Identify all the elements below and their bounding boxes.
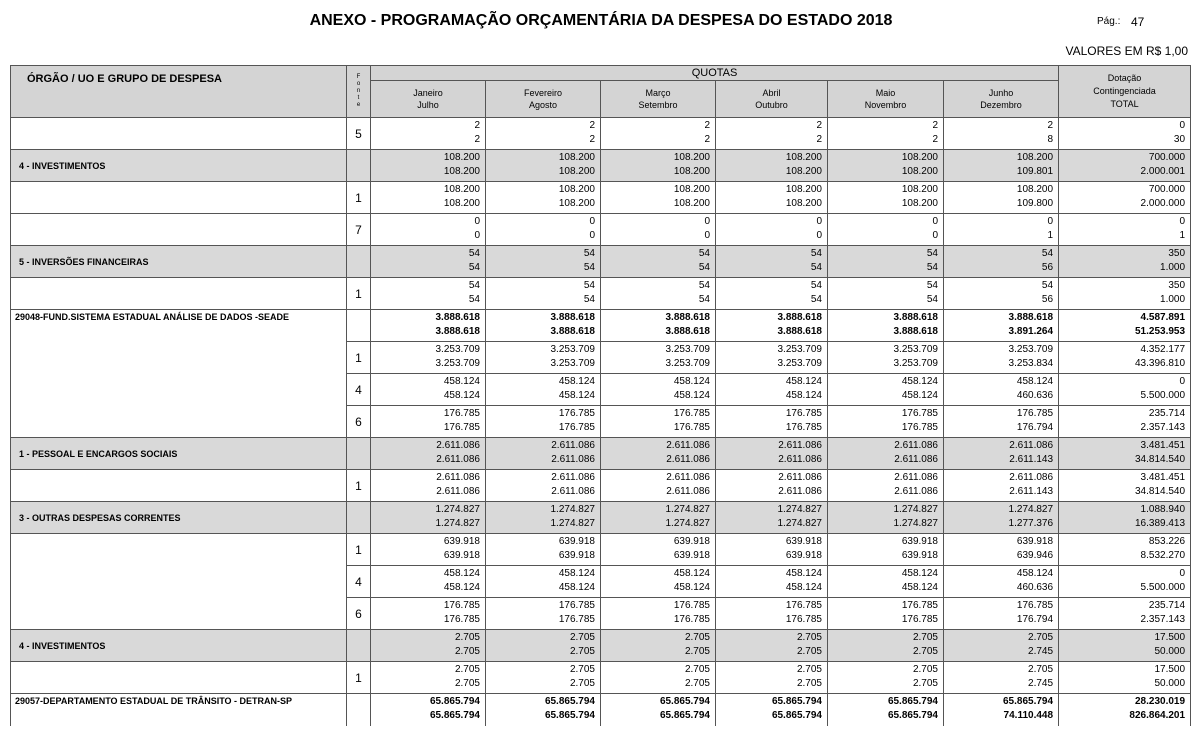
dotacao-cell: 1.088.940 16.389.413 (1059, 502, 1191, 534)
quota-cell: 2 2 (601, 118, 716, 150)
quota-cell: 2.705 2.705 (486, 662, 601, 694)
quota-cell: 54 54 (486, 278, 601, 310)
quota-cell: 1.274.827 1.274.827 (716, 502, 828, 534)
quota-cell: 54 54 (716, 246, 828, 278)
quota-cell: 3.888.618 3.888.618 (716, 310, 828, 342)
dotacao-cell: 235.714 2.357.143 (1059, 598, 1191, 630)
quota-cell: 108.200 109.800 (944, 182, 1059, 214)
quota-cell: 458.124 458.124 (601, 566, 716, 598)
row-label: 29048-FUND.SISTEMA ESTADUAL ANÁLISE DE DADOS -SEADE (11, 310, 347, 438)
table-row (11, 150, 1191, 182)
quota-cell: 2.611.086 2.611.143 (944, 438, 1059, 470)
quota-cell: 2.705 2.705 (828, 630, 944, 662)
quota-cell: 1.274.827 1.274.827 (371, 502, 486, 534)
quota-cell: 458.124 458.124 (486, 566, 601, 598)
table-row (11, 694, 1191, 727)
fonte-cell (347, 150, 371, 182)
row-label: 29057-DEPARTAMENTO ESTADUAL DE TRÂNSITO - DETRAN-SP (11, 694, 347, 727)
quota-cell: 108.200 109.801 (944, 150, 1059, 182)
quota-cell: 2.705 2.705 (601, 630, 716, 662)
quota-cell: 108.200 108.200 (601, 182, 716, 214)
quota-cell: 176.785 176.794 (944, 406, 1059, 438)
quota-cell: 0 0 (486, 214, 601, 246)
quota-cell: 2.705 2.705 (828, 662, 944, 694)
quota-cell: 176.785 176.785 (828, 406, 944, 438)
header-quotas: QUOTAS (371, 66, 1059, 81)
table-row (11, 118, 1191, 150)
dotacao-cell: 0 5.500.000 (1059, 374, 1191, 406)
row-label: 4 - INVESTIMENTOS (11, 150, 347, 182)
quota-cell: 3.253.709 3.253.834 (944, 342, 1059, 374)
row-label: 5 - INVERSÕES FINANCEIRAS (11, 246, 347, 278)
header-month-pair: Maio Novembro (828, 81, 944, 118)
quota-cell: 2.611.086 2.611.086 (828, 470, 944, 502)
row-label (11, 214, 347, 246)
quota-cell: 108.200 108.200 (828, 182, 944, 214)
quota-cell: 176.785 176.785 (716, 598, 828, 630)
header-org: ÓRGÃO / UO E GRUPO DE DESPESA (11, 66, 347, 118)
quota-cell: 2.611.086 2.611.086 (716, 470, 828, 502)
quota-cell: 2.611.086 2.611.086 (828, 438, 944, 470)
quota-cell: 2 2 (716, 118, 828, 150)
quota-cell: 458.124 458.124 (486, 374, 601, 406)
header-month-pair: Abril Outubro (716, 81, 828, 118)
quota-cell: 176.785 176.785 (371, 598, 486, 630)
table-row (11, 214, 1191, 246)
quota-cell: 54 54 (371, 278, 486, 310)
quota-cell: 108.200 108.200 (371, 150, 486, 182)
quota-cell: 2.705 2.705 (371, 630, 486, 662)
quota-cell: 639.918 639.918 (828, 534, 944, 566)
dotacao-cell: 700.000 2.000.001 (1059, 150, 1191, 182)
dotacao-cell: 235.714 2.357.143 (1059, 406, 1191, 438)
quota-cell: 458.124 458.124 (371, 374, 486, 406)
dotacao-cell: 3.481.451 34.814.540 (1059, 438, 1191, 470)
quota-cell: 108.200 108.200 (486, 150, 601, 182)
quota-cell: 65.865.794 74.110.448 (944, 694, 1059, 727)
header-dotacao: Dotação Contingenciada TOTAL (1059, 66, 1191, 118)
quota-cell: 2.611.086 2.611.086 (486, 470, 601, 502)
header-month-pair: Fevereiro Agosto (486, 81, 601, 118)
table-row (11, 278, 1191, 310)
quota-cell: 458.124 458.124 (828, 566, 944, 598)
header-month-pair: Janeiro Julho (371, 81, 486, 118)
fonte-cell: 1 (347, 470, 371, 502)
page-label: Pág.: (1097, 16, 1121, 27)
table-row (11, 438, 1191, 470)
quota-cell: 108.200 108.200 (828, 150, 944, 182)
quota-cell: 458.124 458.124 (828, 374, 944, 406)
row-label: 4 - INVESTIMENTOS (11, 630, 347, 662)
quota-cell: 1.274.827 1.274.827 (601, 502, 716, 534)
row-label (11, 118, 347, 150)
quota-cell: 3.888.618 3.891.264 (944, 310, 1059, 342)
quota-cell: 3.888.618 3.888.618 (601, 310, 716, 342)
row-label (11, 470, 347, 502)
quota-cell: 3.888.618 3.888.618 (371, 310, 486, 342)
quota-cell: 639.918 639.918 (486, 534, 601, 566)
dotacao-cell: 0 5.500.000 (1059, 566, 1191, 598)
quota-cell: 54 54 (601, 246, 716, 278)
quota-cell: 2.705 2.705 (371, 662, 486, 694)
quota-cell: 0 0 (371, 214, 486, 246)
quota-cell: 54 54 (601, 278, 716, 310)
quota-cell: 3.253.709 3.253.709 (371, 342, 486, 374)
fonte-cell (347, 502, 371, 534)
quota-cell: 2.611.086 2.611.086 (486, 438, 601, 470)
quota-cell: 108.200 108.200 (716, 182, 828, 214)
dotacao-cell: 0 30 (1059, 118, 1191, 150)
quota-cell: 2 2 (828, 118, 944, 150)
table-row (11, 310, 1191, 342)
row-label (11, 662, 347, 694)
fonte-cell: 5 (347, 118, 371, 150)
quota-cell: 3.253.709 3.253.709 (601, 342, 716, 374)
quota-cell: 65.865.794 65.865.794 (371, 694, 486, 727)
page-title: ANEXO - PROGRAMAÇÃO ORÇAMENTÁRIA DA DESPESA DO ESTADO 2018 (309, 12, 893, 29)
dotacao-cell: 4.587.891 51.253.953 (1059, 310, 1191, 342)
quota-cell: 65.865.794 65.865.794 (716, 694, 828, 727)
page-number: 47 (1131, 15, 1145, 29)
quota-cell: 0 0 (716, 214, 828, 246)
quota-cell: 0 0 (828, 214, 944, 246)
quota-cell: 108.200 108.200 (371, 182, 486, 214)
quota-cell: 2.611.086 2.611.086 (601, 470, 716, 502)
fonte-cell: 1 (347, 342, 371, 374)
table-row (11, 662, 1191, 694)
table-row (11, 534, 1191, 566)
quota-cell: 3.253.709 3.253.709 (486, 342, 601, 374)
fonte-cell: 4 (347, 374, 371, 406)
table-row (11, 246, 1191, 278)
quota-cell: 458.124 458.124 (716, 566, 828, 598)
quota-cell: 54 56 (944, 278, 1059, 310)
quota-cell: 2.705 2.745 (944, 630, 1059, 662)
quota-cell: 176.785 176.785 (601, 598, 716, 630)
quota-cell: 54 56 (944, 246, 1059, 278)
quota-cell: 108.200 108.200 (716, 150, 828, 182)
quota-cell: 458.124 460.636 (944, 374, 1059, 406)
quota-cell: 458.124 460.636 (944, 566, 1059, 598)
quota-cell: 1.274.827 1.274.827 (486, 502, 601, 534)
quota-cell: 2.611.086 2.611.143 (944, 470, 1059, 502)
dotacao-cell: 853.226 8.532.270 (1059, 534, 1191, 566)
header-fonte: F o n t e (347, 66, 371, 118)
quota-cell: 2.611.086 2.611.086 (371, 470, 486, 502)
quota-cell: 0 0 (601, 214, 716, 246)
quota-cell: 176.785 176.785 (486, 406, 601, 438)
quota-cell: 54 54 (716, 278, 828, 310)
row-label (11, 278, 347, 310)
quota-cell: 108.200 108.200 (486, 182, 601, 214)
header-month-pair: Março Setembro (601, 81, 716, 118)
header-month-pair: Junho Dezembro (944, 81, 1059, 118)
quota-cell: 639.918 639.946 (944, 534, 1059, 566)
quota-cell: 2.705 2.705 (601, 662, 716, 694)
quota-cell: 3.253.709 3.253.709 (716, 342, 828, 374)
row-label (11, 182, 347, 214)
quota-cell: 176.785 176.785 (828, 598, 944, 630)
quota-cell: 3.253.709 3.253.709 (828, 342, 944, 374)
dotacao-cell: 3.481.451 34.814.540 (1059, 470, 1191, 502)
quota-cell: 54 54 (828, 246, 944, 278)
fonte-cell (347, 694, 371, 727)
fonte-cell: 4 (347, 566, 371, 598)
quota-cell: 2.611.086 2.611.086 (601, 438, 716, 470)
quota-cell: 176.785 176.785 (716, 406, 828, 438)
dotacao-cell: 4.352.177 43.396.810 (1059, 342, 1191, 374)
fonte-cell: 1 (347, 182, 371, 214)
quota-cell: 2.705 2.705 (486, 630, 601, 662)
fonte-cell (347, 246, 371, 278)
quota-cell: 176.785 176.794 (944, 598, 1059, 630)
quota-cell: 458.124 458.124 (601, 374, 716, 406)
fonte-cell (347, 310, 371, 342)
fonte-cell: 1 (347, 662, 371, 694)
table-row (11, 470, 1191, 502)
quota-cell: 458.124 458.124 (716, 374, 828, 406)
quota-cell: 2.611.086 2.611.086 (371, 438, 486, 470)
fonte-cell: 1 (347, 534, 371, 566)
quota-cell: 2 8 (944, 118, 1059, 150)
quota-cell: 639.918 639.918 (371, 534, 486, 566)
quota-cell: 65.865.794 65.865.794 (828, 694, 944, 727)
dotacao-cell: 0 1 (1059, 214, 1191, 246)
quota-cell: 2 2 (371, 118, 486, 150)
quota-cell: 65.865.794 65.865.794 (486, 694, 601, 727)
quota-cell: 54 54 (371, 246, 486, 278)
currency-note: VALORES EM R$ 1,00 (1065, 44, 1188, 58)
quota-cell: 176.785 176.785 (601, 406, 716, 438)
quota-cell: 176.785 176.785 (486, 598, 601, 630)
dotacao-cell: 28.230.019 826.864.201 (1059, 694, 1191, 727)
quota-cell: 639.918 639.918 (601, 534, 716, 566)
fonte-cell: 6 (347, 598, 371, 630)
table-row (11, 182, 1191, 214)
dotacao-cell: 350 1.000 (1059, 246, 1191, 278)
budget-table (10, 65, 1191, 726)
dotacao-cell: 17.500 50.000 (1059, 630, 1191, 662)
quota-cell: 3.888.618 3.888.618 (828, 310, 944, 342)
quota-cell: 639.918 639.918 (716, 534, 828, 566)
quota-cell: 2.611.086 2.611.086 (716, 438, 828, 470)
table-row (11, 630, 1191, 662)
quota-cell: 3.888.618 3.888.618 (486, 310, 601, 342)
fonte-cell: 7 (347, 214, 371, 246)
fonte-cell: 6 (347, 406, 371, 438)
row-label: 1 - PESSOAL E ENCARGOS SOCIAIS (11, 438, 347, 470)
quota-cell: 176.785 176.785 (371, 406, 486, 438)
quota-cell: 108.200 108.200 (601, 150, 716, 182)
dotacao-cell: 17.500 50.000 (1059, 662, 1191, 694)
quota-cell: 1.274.827 1.277.376 (944, 502, 1059, 534)
fonte-cell (347, 630, 371, 662)
dotacao-cell: 700.000 2.000.000 (1059, 182, 1191, 214)
quota-cell: 458.124 458.124 (371, 566, 486, 598)
quota-cell: 54 54 (828, 278, 944, 310)
quota-cell: 54 54 (486, 246, 601, 278)
row-label: 3 - OUTRAS DESPESAS CORRENTES (11, 502, 347, 534)
row-label (11, 534, 347, 630)
quota-cell: 2 2 (486, 118, 601, 150)
quota-cell: 2.705 2.745 (944, 662, 1059, 694)
quota-cell: 0 1 (944, 214, 1059, 246)
dotacao-cell: 350 1.000 (1059, 278, 1191, 310)
quota-cell: 2.705 2.705 (716, 630, 828, 662)
quota-cell: 1.274.827 1.274.827 (828, 502, 944, 534)
fonte-cell (347, 438, 371, 470)
quota-cell: 65.865.794 65.865.794 (601, 694, 716, 727)
table-row (11, 502, 1191, 534)
fonte-cell: 1 (347, 278, 371, 310)
quota-cell: 2.705 2.705 (716, 662, 828, 694)
